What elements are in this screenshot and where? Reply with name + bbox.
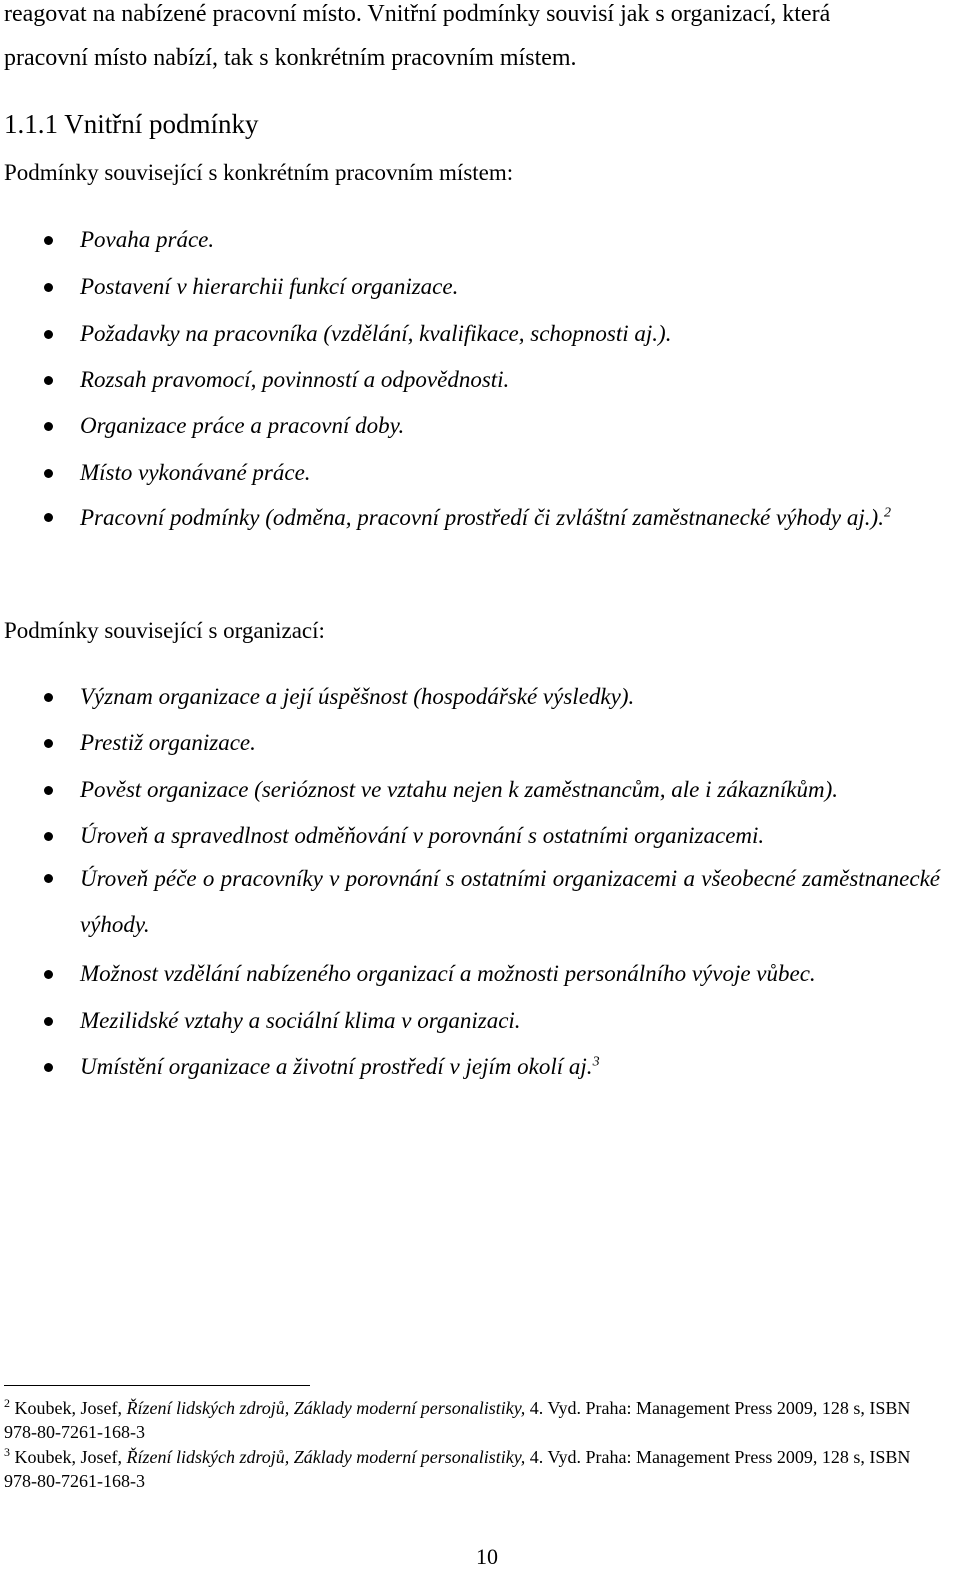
bullet-icon — [44, 739, 53, 748]
footnote — [4, 1396, 944, 1444]
list-item: Význam organizace a její úspěšnost (hospodářské výsledky). — [80, 683, 634, 711]
bullet-icon — [44, 283, 53, 292]
footnote-separator — [4, 1385, 310, 1386]
footnote-publication: 4. Vyd. Praha: Management Press 2009, 128 s, ISBN 978-80-7261-168-3 — [4, 1398, 911, 1442]
page-number: 10 — [476, 1544, 498, 1569]
footnote-publication: 4. Vyd. Praha: Management Press 2009, 128 s, ISBN 978-80-7261-168-3 — [4, 1447, 911, 1491]
list-item: Umístění organizace a životní prostředí v jejím okolí aj.$^3$ — [80, 1053, 600, 1081]
footnote-ref: 2 — [883, 505, 891, 521]
intro-line-1: reagovat na nabízené pracovní místo. Vnitřní podmínky souvisí jak s organizací, která — [4, 1, 831, 27]
list-item: Možnost vzdělání nabízeného organizací a možnosti personálního vývoje vůbec. — [80, 960, 816, 988]
list-item: Úroveň péče o pracovníky v porovnání s ostatními organizacemi a všeobecné zaměstnanecké výhody. — [80, 856, 940, 948]
list-item: Místo vykonávané práce. — [80, 459, 311, 487]
footnote-author: Koubek, Josef, — [14, 1447, 122, 1467]
footnote-title: Řízení lidských zdrojů, Základy moderní personalistiky, — [126, 1447, 526, 1467]
list-item: Pracovní podmínky (odměna, pracovní prostředí či zvláštní zaměstnanecké výhody aj.).$^2$ — [80, 495, 940, 541]
bullet-icon — [44, 236, 53, 245]
bullet-icon — [44, 469, 53, 478]
bullet-icon — [44, 422, 53, 431]
group1-title: Podmínky související s konkrétním pracovním místem: — [4, 160, 514, 185]
bullet-icon — [44, 330, 53, 339]
bullet-icon — [44, 1017, 53, 1026]
list-item: Povaha práce. — [80, 226, 214, 254]
bullet-icon — [44, 970, 53, 979]
bullet-icon — [44, 376, 53, 385]
bullet-icon — [44, 693, 53, 702]
list-item: Požadavky na pracovníka (vzdělání, kvalifikace, schopnosti aj.). — [80, 320, 671, 348]
bullet-icon — [44, 874, 53, 883]
bullet-icon — [44, 513, 53, 522]
bullet-icon — [44, 786, 53, 795]
group2-title: Podmínky související s organizací: — [4, 618, 325, 643]
footnote-number: 2 — [4, 1396, 10, 1410]
bullet-icon — [44, 832, 53, 841]
footnote — [4, 1445, 944, 1493]
list-item: Postavení v hierarchii funkcí organizace. — [80, 273, 458, 301]
list-item: Organizace práce a pracovní doby. — [80, 412, 404, 440]
list-item: Pověst organizace (serióznost ve vztahu nejen k zaměstnancům, ale i zákazníkům). — [80, 776, 838, 804]
list-item: Mezilidské vztahy a sociální klima v organizaci. — [80, 1007, 521, 1035]
footnote-ref: 3 — [592, 1054, 600, 1070]
bullet-icon — [44, 1063, 53, 1072]
intro-line-2: pracovní místo nabízí, tak s konkrétním pracovním místem. — [4, 45, 577, 71]
footnote-number: 3 — [4, 1445, 10, 1459]
list-item: Rozsah pravomocí, povinností a odpovědnosti. — [80, 366, 509, 394]
footnote-title: Řízení lidských zdrojů, Základy moderní personalistiky, — [126, 1398, 526, 1418]
list-item: Prestiž organizace. — [80, 729, 256, 757]
footnote-author: Koubek, Josef, — [14, 1398, 122, 1418]
section-heading: 1.1.1 Vnitřní podmínky — [4, 109, 259, 139]
list-item: Úroveň a spravedlnost odměňování v porovnání s ostatními organizacemi. — [80, 822, 764, 850]
